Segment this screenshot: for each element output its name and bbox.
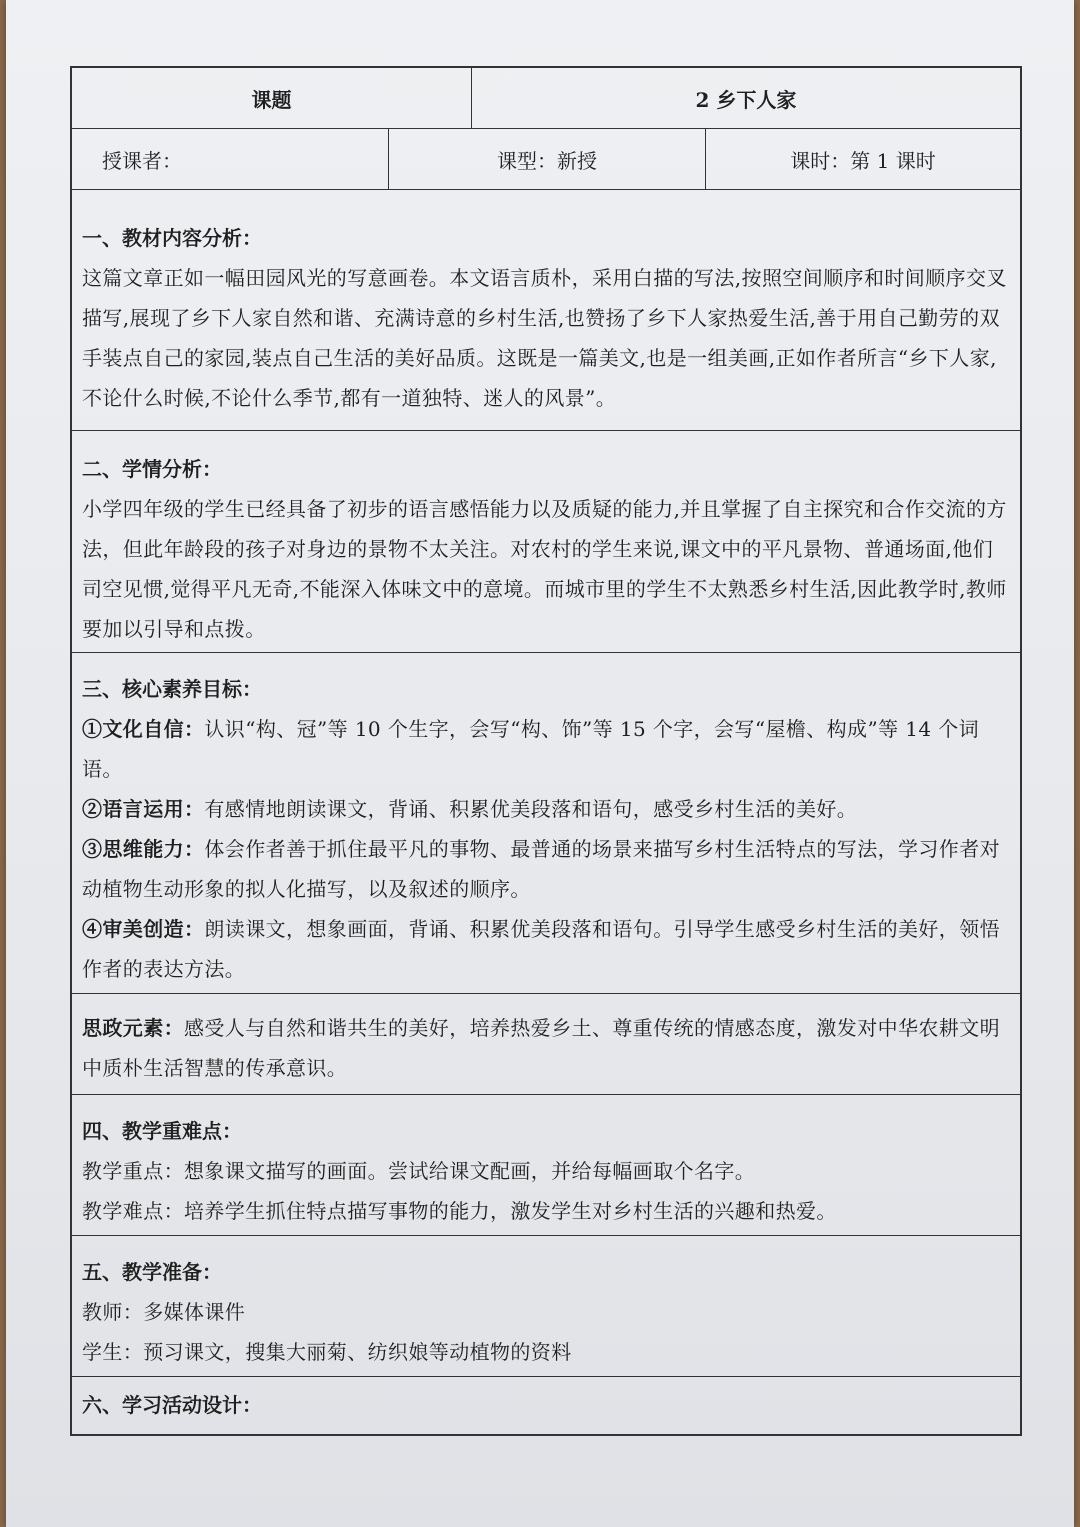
student-preparation: 学生：预习课文，搜集大丽菊、纺织娘等动植物的资料: [82, 1340, 572, 1364]
teacher-preparation: 教师：多媒体课件: [82, 1300, 246, 1324]
goal-item: [82, 829, 1010, 909]
section-student-analysis: [72, 431, 1020, 653]
section-title: 二、学情分析：: [82, 457, 222, 481]
goal-text: 体会作者善于抓住最平凡的事物、最普通的场景来描写乡村生活特点的写法，学习作者对动植物生动形象的拟人化描写，以及叙述的顺序。: [82, 837, 1001, 901]
section-title: 五、教学准备：: [82, 1260, 222, 1284]
section-title: 一、教材内容分析：: [82, 226, 262, 250]
section-text: 这篇文章正如一幅田园风光的写意画卷。本文语言质朴，采用白描的写法,按照空间顺序和时间顺序交叉描写,展现了乡下人家自然和谐、充满诗意的乡村生活,也赞扬了乡下人家热爱生活,善于用自己勤劳的双手装点自己的家园,装点自己生活的美好品质。这既是一篇美文,也是一组美画,正如作者所言“乡下人家,不论什么时候,不论什么季节,都有一道独特、迷人的风景”。: [82, 266, 1007, 410]
goal-item: [82, 909, 1010, 989]
section-activity-design: [72, 1377, 1020, 1434]
section-teaching-preparation: [72, 1236, 1020, 1377]
section-textbook-analysis: [72, 190, 1020, 431]
teacher-field: 授课者：: [72, 129, 389, 189]
section-ideological-elements: [72, 994, 1020, 1095]
goal-item: [82, 789, 1010, 829]
goal-item: [82, 709, 1010, 789]
ideological-text: [82, 1008, 1010, 1088]
ideological-label: 思政元素：: [82, 1016, 184, 1040]
goal-label: ②语言运用：: [82, 797, 205, 821]
goal-label: ①文化自信：: [82, 717, 205, 741]
goal-label: ④审美创造：: [82, 917, 205, 941]
section-title: 六、学习活动设计：: [82, 1393, 262, 1417]
goal-text: 认识“构、冠”等 10 个生字，会写“构、饰”等 15 个字，会写“屋檐、构成”等 14 个词语。: [82, 717, 980, 781]
goal-text: 有感情地朗读课文，背诵、积累优美段落和语句，感受乡村生活的美好。: [204, 797, 858, 821]
lesson-time: 课时：第 1 课时: [790, 148, 936, 173]
lesson-plan-table: [70, 66, 1022, 1436]
topic-value: 2 乡下人家: [695, 87, 797, 112]
paper-sheet: [6, 0, 1074, 1527]
section-title: 三、核心素养目标：: [82, 677, 262, 701]
difficult-point: 教学难点：培养学生抓住特点描写事物的能力，激发学生对乡村生活的兴趣和热爱。: [82, 1199, 837, 1223]
section-text: 小学四年级的学生已经具备了初步的语言感悟能力以及质疑的能力,并且掌握了自主探究和合作交流的方法，但此年龄段的孩子对身边的景物不太关注。对农村的学生来说,课文中的平凡景物、普通场面,他们司空见惯,觉得平凡无奇,不能深入体味文中的意境。而城市里的学生不太熟悉乡村生活,因此教学时,教师要加以引导和点拨。: [82, 497, 1007, 641]
lesson-type: 课型：新授: [389, 129, 706, 189]
header-row-topic: [72, 68, 1020, 129]
section-title: 四、教学重难点：: [82, 1119, 242, 1143]
topic-label: 课题: [72, 68, 472, 128]
ideological-body: 感受人与自然和谐共生的美好，培养热爱乡土、尊重传统的情感态度，激发对中华农耕文明中质朴生活智慧的传承意识。: [82, 1016, 1000, 1080]
goal-text: 朗读课文，想象画面，背诵、积累优美段落和语句。引导学生感受乡村生活的美好，领悟作者的表达方法。: [82, 917, 1001, 981]
section-key-difficult-points: [72, 1095, 1020, 1236]
goal-label: ③思维能力：: [82, 837, 205, 861]
section-core-goals: [72, 653, 1020, 994]
key-point: 教学重点：想象课文描写的画面。尝试给课文配画，并给每幅画取个名字。: [82, 1159, 756, 1183]
header-row-info: [72, 129, 1020, 190]
